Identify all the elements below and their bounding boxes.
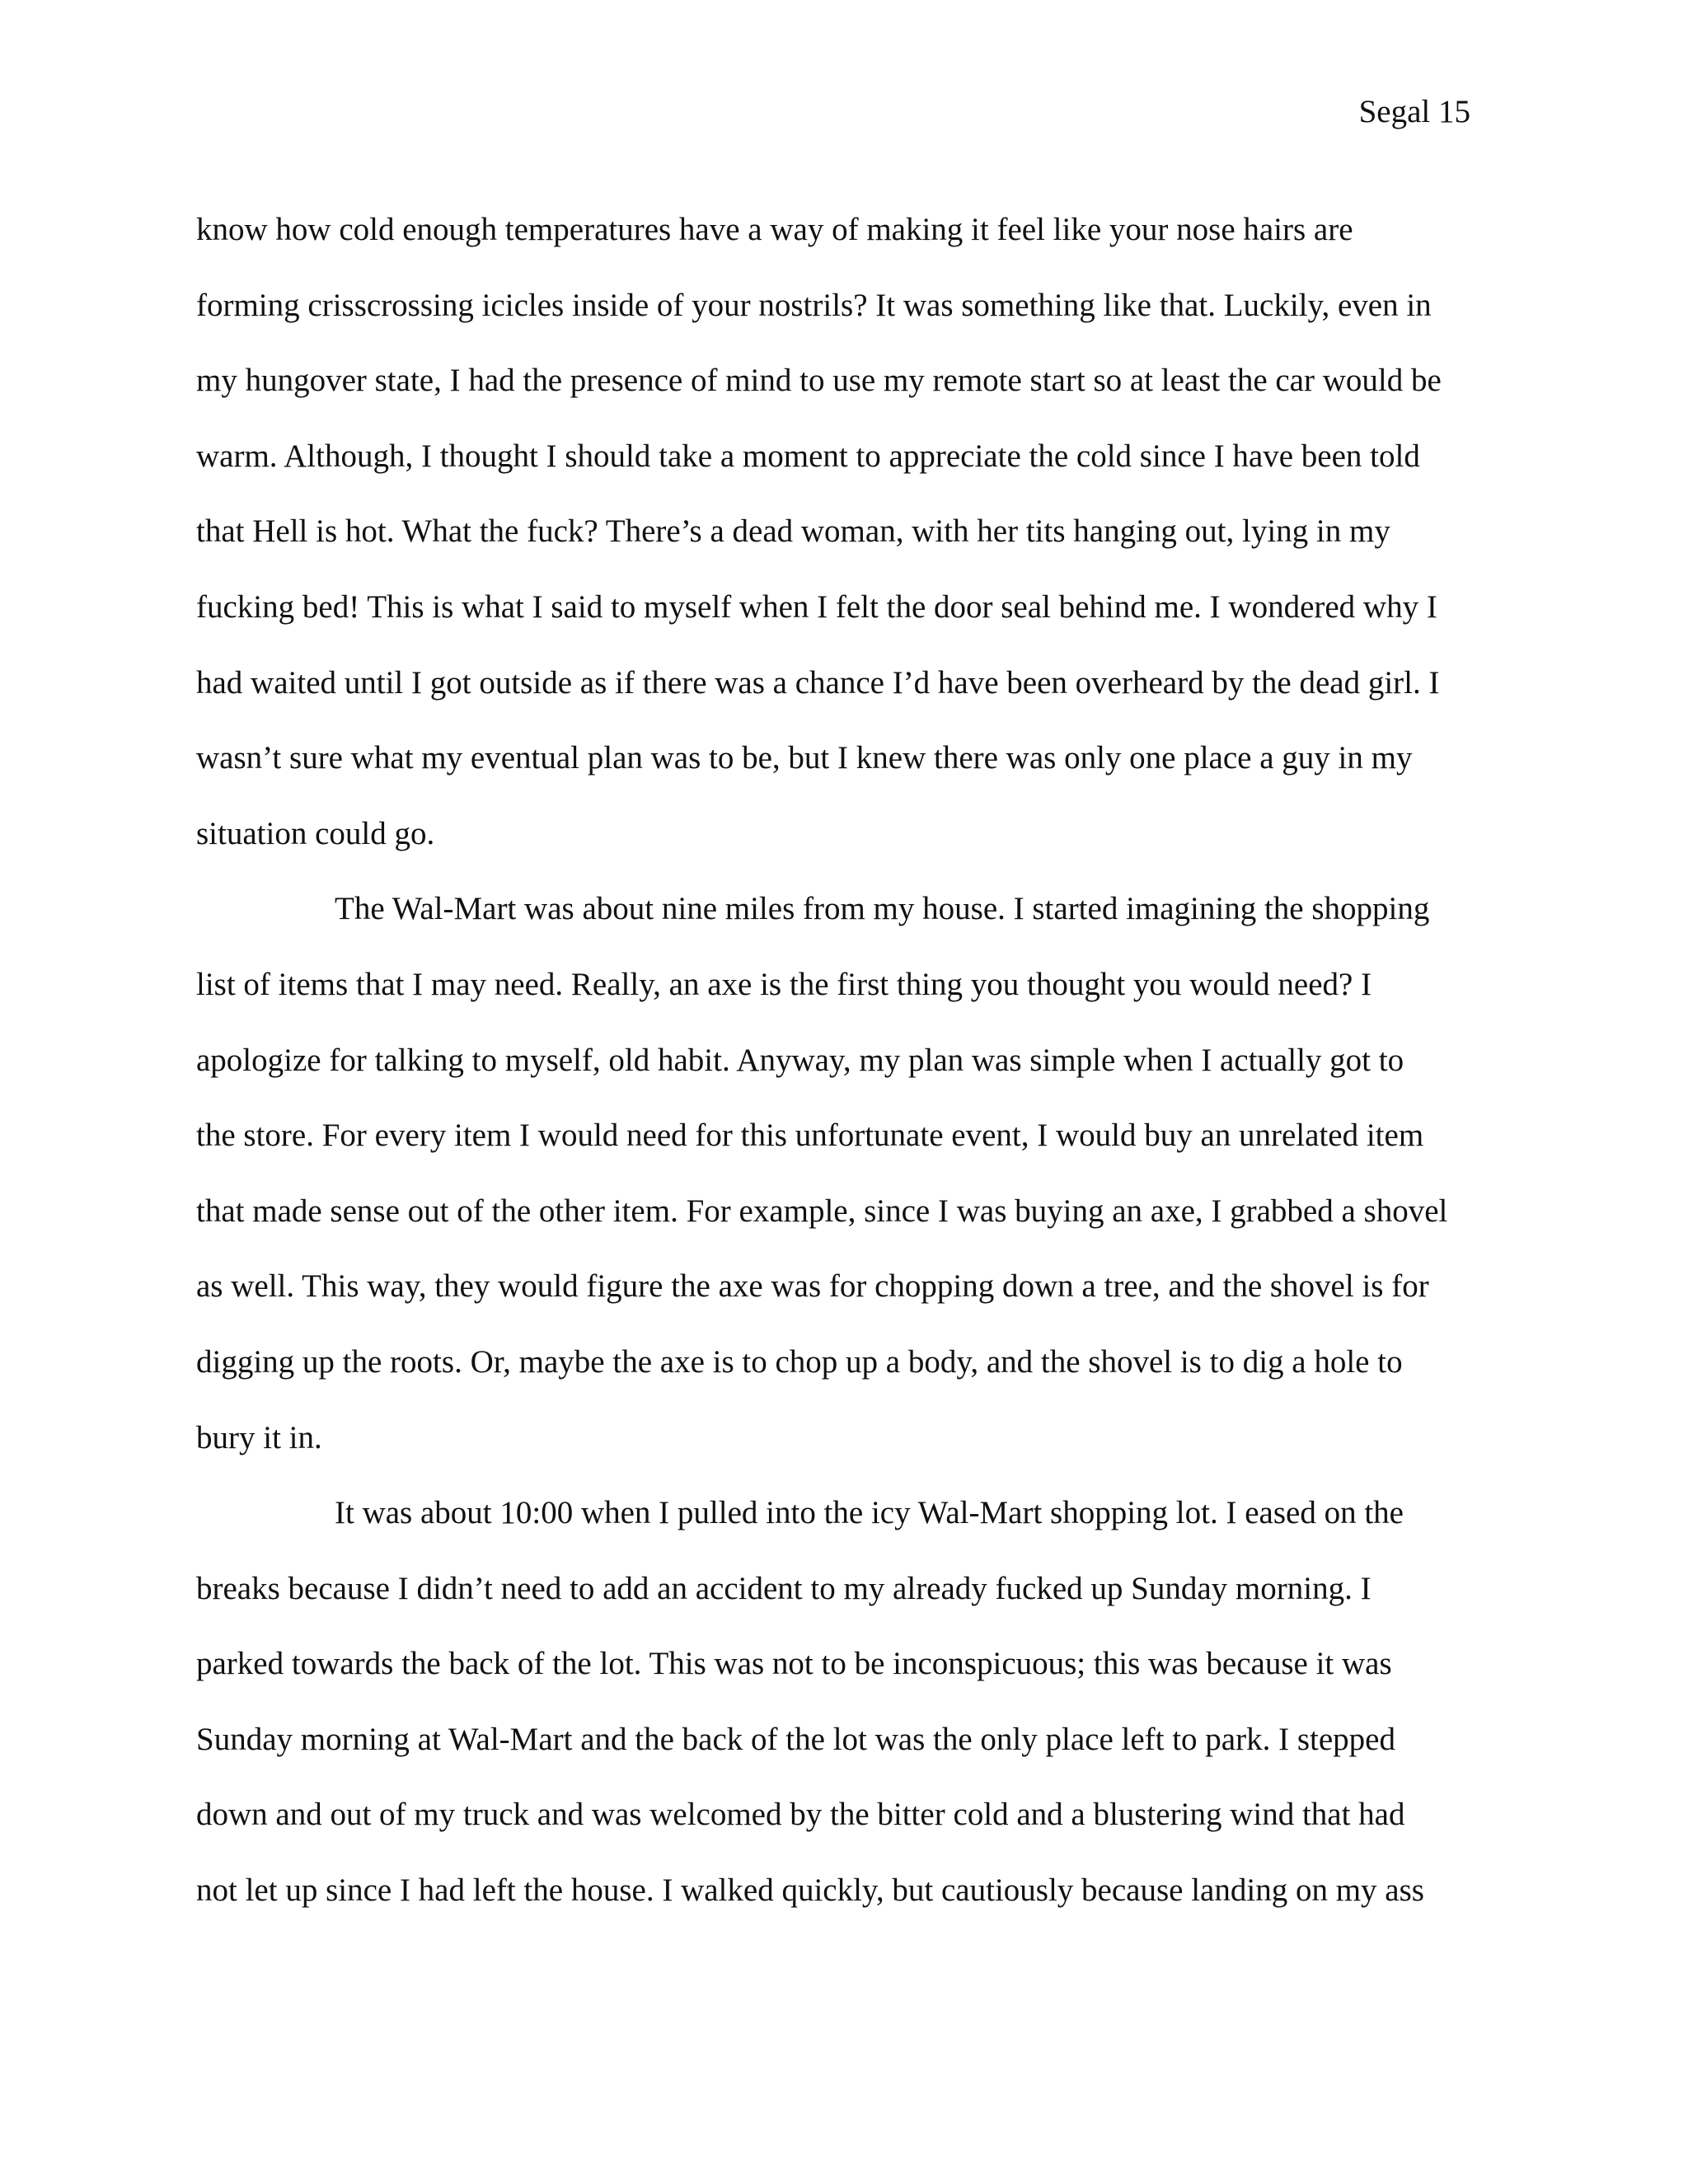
paragraph-first-line: It was about 10:00 when I pulled into the icy Wal-Mart shopping lot. I eased on the [335,1495,1404,1531]
text-line: that Hell is hot. What the fuck? There’s a dead woman, with her tits hanging out, lying in my [196,513,1390,550]
text-line: wasn’t sure what my eventual plan was to be, but I knew there was only one place a guy in my [196,740,1413,776]
text-line: not let up since I had left the house. I walked quickly, but cautiously because landing on my ass [196,1872,1424,1909]
text-line: my hungover state, I had the presence of mind to use my remote start so at least the car would be [196,363,1442,399]
text-line: warm. Although, I thought I should take a moment to appreciate the cold since I have been told [196,438,1420,474]
text-line: situation could go. [196,815,435,851]
text-line: Sunday morning at Wal-Mart and the back of the lot was the only place left to park. I stepped [196,1721,1395,1757]
paragraph-first-line: The Wal-Mart was about nine miles from my house. I started imagining the shopping [335,891,1430,927]
text-line: down and out of my truck and was welcomed by the bitter cold and a blustering wind that had [196,1797,1405,1833]
text-line: know how cold enough temperatures have a way of making it feel like your nose hairs are [196,212,1353,247]
text-line: the store. For every item I would need for this unfortunate event, I would buy an unrelated item [196,1118,1424,1154]
running-head: Segal 15 [1358,94,1470,129]
text-line: forming crisscrossing icicles inside of your nostrils? It was something like that. Luckily, even in [196,287,1432,323]
text-line: as well. This way, they would figure the axe was for chopping down a tree, and the shovel is for [196,1268,1429,1305]
text-line: digging up the roots. Or, maybe the axe is to chop up a body, and the shovel is to dig a hole to [196,1343,1403,1380]
text-line: that made sense out of the other item. For example, since I was buying an axe, I grabbed a shovel [196,1193,1448,1229]
text-line: parked towards the back of the lot. This was not to be inconspicuous; this was because it was [196,1646,1392,1682]
text-line: list of items that I may need. Really, an axe is the first thing you thought you would need? I [196,966,1372,1002]
text-line: fucking bed! This is what I said to myself when I felt the door seal behind me. I wondered why I [196,588,1437,625]
text-line: apologize for talking to myself, old habit. Anyway, my plan was simple when I actually got to [196,1042,1404,1078]
text-line: breaks because I didn’t need to add an accident to my already fucked up Sunday morning. I [196,1570,1372,1606]
text-line: bury it in. [196,1419,322,1455]
text-line: had waited until I got outside as if there was a chance I’d have been overheard by the dead girl. I [196,664,1440,701]
manuscript-body [196,192,1482,1929]
